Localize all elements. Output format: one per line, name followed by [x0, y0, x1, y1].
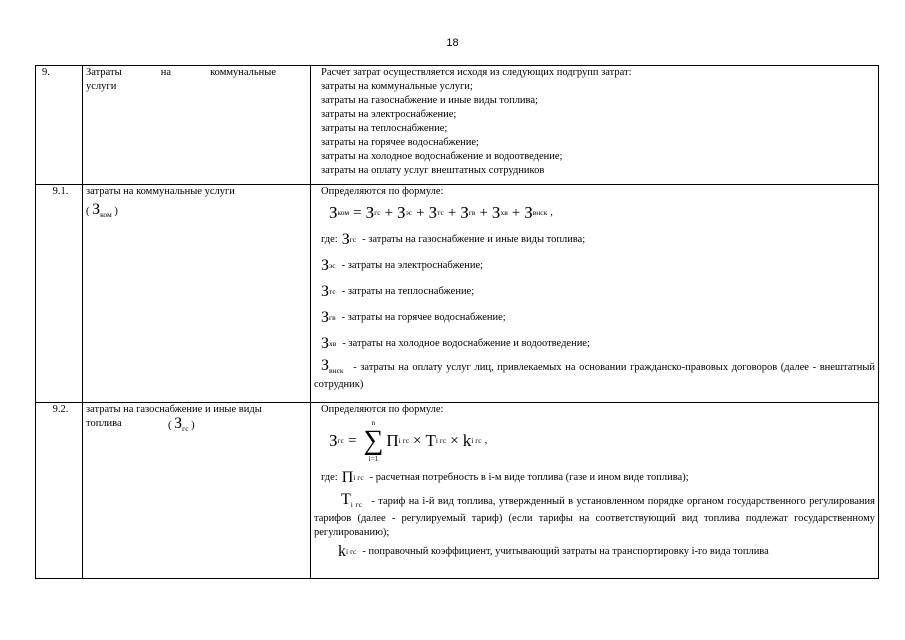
- definition: $Т_{i гс}$ - тариф на i-й вид топлива, утвержденный в установленном порядке органом государственного регулирования тарифов (далее - регулируемый тариф) (если тарифы на соответствующий вид топлива подлежат государственному регулированию);: [314, 491, 875, 538]
- definition: k i гс - поправочный коэффициент, учитывающий затраты на транспортировку i-го вида топлива: [338, 543, 769, 560]
- row-number: 9.1.: [36, 185, 83, 403]
- intro-text: Расчет затрат осуществляется исходя из следующих подгрупп затрат:: [321, 67, 632, 78]
- list-item: затраты на горячее водоснабжение;: [321, 137, 479, 148]
- table-row: [36, 66, 879, 185]
- definition: где: З гс - затраты на газоснабжение и иные виды топлива;: [321, 231, 586, 248]
- definition: З эс - затраты на электроснабжение;: [321, 257, 484, 274]
- intro-text: Определяются по формуле:: [321, 186, 444, 197]
- definition: где: П i гс - расчетная потребность в i-м виде топлива (газе и ином виде топлива);: [321, 469, 689, 486]
- definition: З хв - затраты на холодное водоснабжение и водоотведение;: [321, 335, 590, 352]
- definition: З тс - затраты на теплоснабжение;: [321, 283, 475, 300]
- row-description: [311, 66, 879, 185]
- row-description: [311, 185, 879, 403]
- list-item: затраты на холодное водоснабжение и водоотведение;: [321, 151, 563, 162]
- row-name-text: затраты на коммунальные услуги: [86, 186, 235, 197]
- definition: $З_{внск}$ - затраты на оплату услуг лиц, привлекаемых на основании гражданско-правовых договоров (далее - внештатный сотрудник): [314, 357, 875, 390]
- row-name-text: Затраты на коммунальные услуги: [86, 67, 276, 92]
- row-name: [83, 403, 311, 579]
- row-symbol: ( $З_{гс}$ ): [168, 415, 195, 433]
- table-row: [36, 403, 879, 579]
- list-item: затраты на электроснабжение;: [321, 109, 457, 120]
- row-name: [83, 66, 311, 185]
- sum-sign: n ∑ i=1: [363, 419, 384, 463]
- formula: З ком = З гс + З эс + З тс + З гв + З хв + З внск ,: [329, 203, 553, 222]
- row-number: 9.2.: [36, 403, 83, 579]
- row-description: [311, 403, 879, 579]
- row-symbol: ( $З_{ком}$ ): [86, 201, 118, 219]
- row-number: 9.: [36, 66, 83, 185]
- cost-table: [35, 65, 879, 579]
- row-name: [83, 185, 311, 403]
- list-item: затраты на коммунальные услуги;: [321, 81, 473, 92]
- row-name-text: затраты на газоснабжение и иные виды топлива: [86, 404, 262, 429]
- table-row: [36, 185, 879, 403]
- list-item: затраты на оплату услуг внештатных сотрудников: [321, 165, 545, 176]
- formula: З гс = n ∑ i=1 П i гс × Т i гс × k i гс ,: [329, 419, 488, 463]
- page-number: 18: [446, 37, 459, 49]
- intro-text: Определяются по формуле:: [321, 404, 444, 415]
- definition: З гв - затраты на горячее водоснабжение;: [321, 309, 506, 326]
- list-item: затраты на теплоснабжение;: [321, 123, 448, 134]
- list-item: затраты на газоснабжение и иные виды топлива;: [321, 95, 538, 106]
